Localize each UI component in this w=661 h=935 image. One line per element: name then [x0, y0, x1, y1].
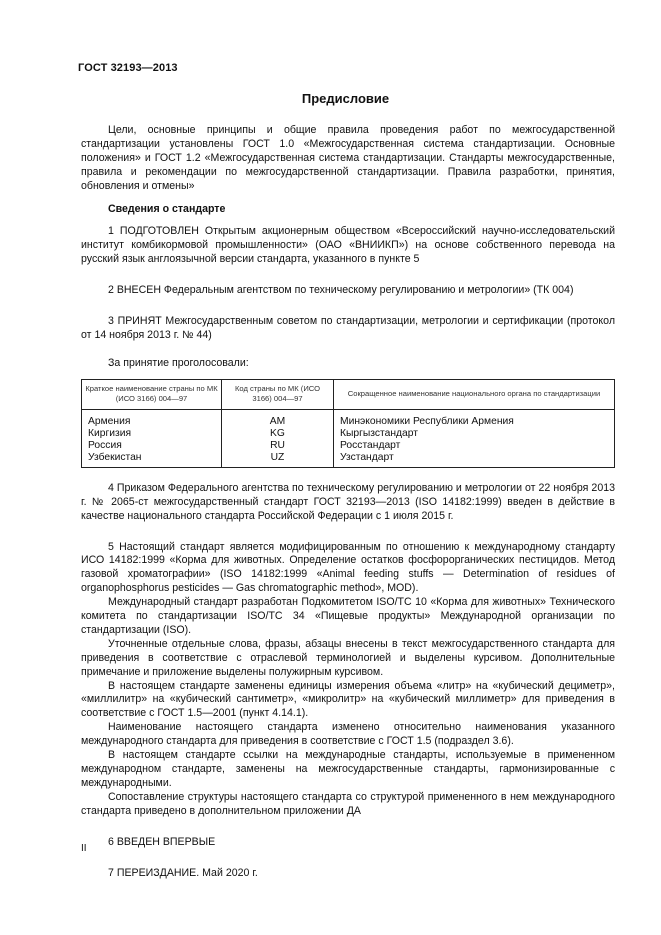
country-cell: Армения: [82, 409, 222, 428]
voted-label: За принятие проголосовали:: [108, 356, 249, 369]
table-row: [82, 452, 615, 468]
code-cell: UZ: [222, 452, 334, 468]
body-cell: Кыргызстандарт: [334, 428, 615, 440]
item-2: 2 ВНЕСЕН Федеральным агентством по техническому регулированию и метрологии» (ТК 004): [108, 284, 574, 297]
body-cell: Узстандарт: [334, 452, 615, 468]
header-body: Сокращенное наименование национального органа по стандартизации: [334, 379, 615, 409]
page-number: II: [81, 843, 87, 854]
code-cell: AM: [222, 409, 334, 428]
item-6: 6 ВВЕДЕН ВПЕРВЫЕ: [108, 835, 216, 848]
page-title: Предисловие: [301, 91, 390, 106]
body-cell: Росстандарт: [334, 440, 615, 452]
code-cell: RU: [222, 440, 334, 452]
body-text: [81, 124, 615, 880]
item-3: 3 ПРИНЯТ Межгосударственным советом по стандартизации, метрологии и сертификации (протокол от 14 ноября 2013 г. № 44): [81, 315, 615, 341]
code-cell: KG: [222, 428, 334, 440]
voting-table: [81, 379, 615, 468]
item-5-references: В настоящем стандарте ссылки на международные стандарты, используемые в примененном международном стандарте, заменены на межгосударственные стандарты, гармонизированные с международными.: [81, 749, 615, 789]
item-5-units: В настоящем стандарте заменены единицы измерения объема «литр» на «кубический дециметр», «миллилитр» на «кубический сантиметр», «микролитр» на «кубический миллиметр» для приведения в соответствие с ГОСТ 1.5—2001 (пункт 4.14.1).: [81, 679, 615, 720]
table-row: [82, 440, 615, 452]
item-5-clarifications: Уточненные отдельные слова, фразы, абзацы внесены в текст межгосударственного стандарта для приведения в соответствие с отраслевой терминологией и выделены курсивом. Дополнительные примечание и приложение выделены полужирным курсивом.: [81, 637, 615, 678]
table-row: [82, 409, 615, 428]
item-4: 4 Приказом Федерального агентства по техническому регулированию и метрологии от 22 ноября 2013 г. № 2065-ст межгосударственный стандарт ГОСТ 32193—2013 (ISO 14182:1999) введен в действие в качестве национального стандарта Российской Федерации с 1 июля 2015 г.: [81, 481, 615, 522]
header-code: Код страны по МК (ИСО 3166) 004—97: [222, 379, 334, 409]
item-5-comparison: Сопоставление структуры настоящего стандарта со структурой примененного в нем международного стандарта приведено в дополнительном приложении ДА: [81, 790, 615, 817]
table-row: [82, 428, 615, 440]
country-cell: Киргизия: [82, 428, 222, 440]
item-5: 5 Настоящий стандарт является модифицированным по отношению к международному стандарту ИСО 14182:1999 «Корма для животных. Определение остатков фосфорорганических пестицидов. Метод газовой хроматографии» (ISO 14182:1999 «Animal feeding stuffs — Determination of residues of organophosphorus pesticides — Gas chromatographic method», MOD).: [81, 540, 615, 595]
country-cell: Россия: [82, 440, 222, 452]
item-5-developer: Международный стандарт разработан Подкомитетом ISO/TC 10 «Корма для животных» Технического комитета по стандартизации ISO/TC 34 «Пищевые продукты» Международной организации по стандартизации (ISO).: [81, 596, 615, 636]
country-cell: Узбекистан: [82, 452, 222, 468]
item-7: 7 ПЕРЕИЗДАНИЕ. Май 2020 г.: [108, 866, 258, 879]
intro-paragraph: Цели, основные принципы и общие правила проведения работ по межгосударственной стандартизации установлены ГОСТ 1.0 «Межгосударственная система стандартизации. Основные положения» и ГОСТ 1.2 «Межгосударственная система стандартизации. Стандарты межгосударственные, правила и рекомендации по межгосударственной стандартизации. Правила разработки, принятия, обновления и отмены»: [81, 124, 615, 192]
header-country: Краткое наименование страны по МК (ИСО 3166) 004—97: [82, 379, 222, 409]
body-cell: Минэкономики Республики Армения: [334, 409, 615, 428]
item-5-title-change: Наименование настоящего стандарта изменено относительно наименования указанного международного стандарта для приведения в соответствие с ГОСТ 1.5 (подраздел 3.6).: [81, 721, 615, 748]
table-header-row: [82, 379, 615, 409]
info-heading: Сведения о стандарте: [108, 202, 226, 215]
document-code: ГОСТ 32193—2013: [78, 62, 178, 74]
item-1: 1 ПОДГОТОВЛЕН Открытым акционерным обществом «Всероссийский научно-исследовательский институт комбикормовой промышленности» (ОАО «ВНИИКП») на основе собственного перевода на русский язык англоязычной версии стандарта, указанного в пункте 5: [81, 225, 615, 266]
